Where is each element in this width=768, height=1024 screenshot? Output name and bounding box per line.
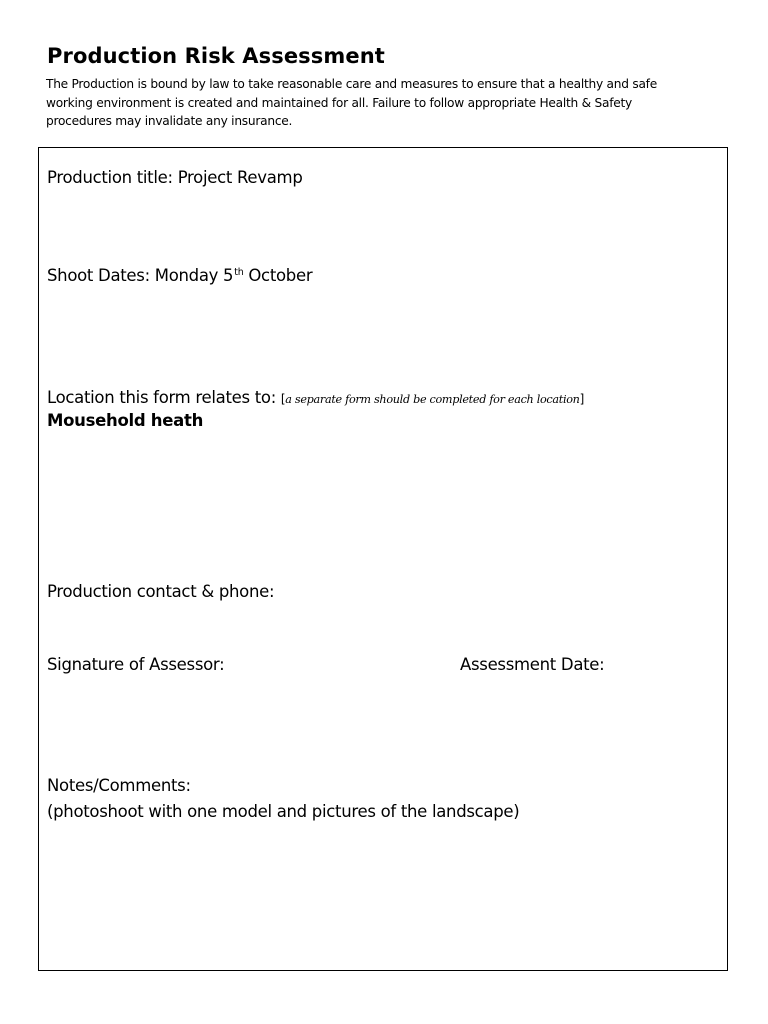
shoot-dates-field: [47, 265, 312, 287]
intro-paragraph: [46, 75, 736, 131]
location-value: Mousehold heath: [47, 411, 204, 430]
shoot-dates-prefix: Shoot Dates: Monday 5: [47, 266, 234, 285]
page-title: Production Risk Assessment: [47, 44, 385, 68]
location-label: Location this form relates to:: [47, 388, 281, 407]
signature-of-assessor-field: Signature of Assessor:: [47, 655, 225, 674]
shoot-dates-rest: October: [243, 266, 313, 285]
location-note-close: ]: [579, 392, 584, 406]
intro-line-2: working environment is created and maintained for all. Failure to follow appropriate Health & Safety: [46, 95, 632, 110]
location-field: [47, 387, 584, 411]
intro-line-3: procedures may invalidate any insurance.: [46, 114, 293, 128]
production-title-field: Production title: Project Revamp: [47, 168, 303, 187]
location-note-open: [: [280, 392, 286, 406]
location-note: a separate form should be completed for each location: [285, 393, 580, 406]
production-contact-field: Production contact & phone:: [47, 582, 275, 601]
assessment-date-field: Assessment Date:: [460, 655, 605, 674]
shoot-dates-ordinal: th: [234, 267, 244, 278]
notes-label: Notes/Comments:: [47, 776, 191, 795]
intro-line-1: The Production is bound by law to take reasonable care and measures to ensure that a healthy and safe: [46, 77, 657, 91]
notes-value: (photoshoot with one model and pictures of the landscape): [47, 802, 520, 821]
